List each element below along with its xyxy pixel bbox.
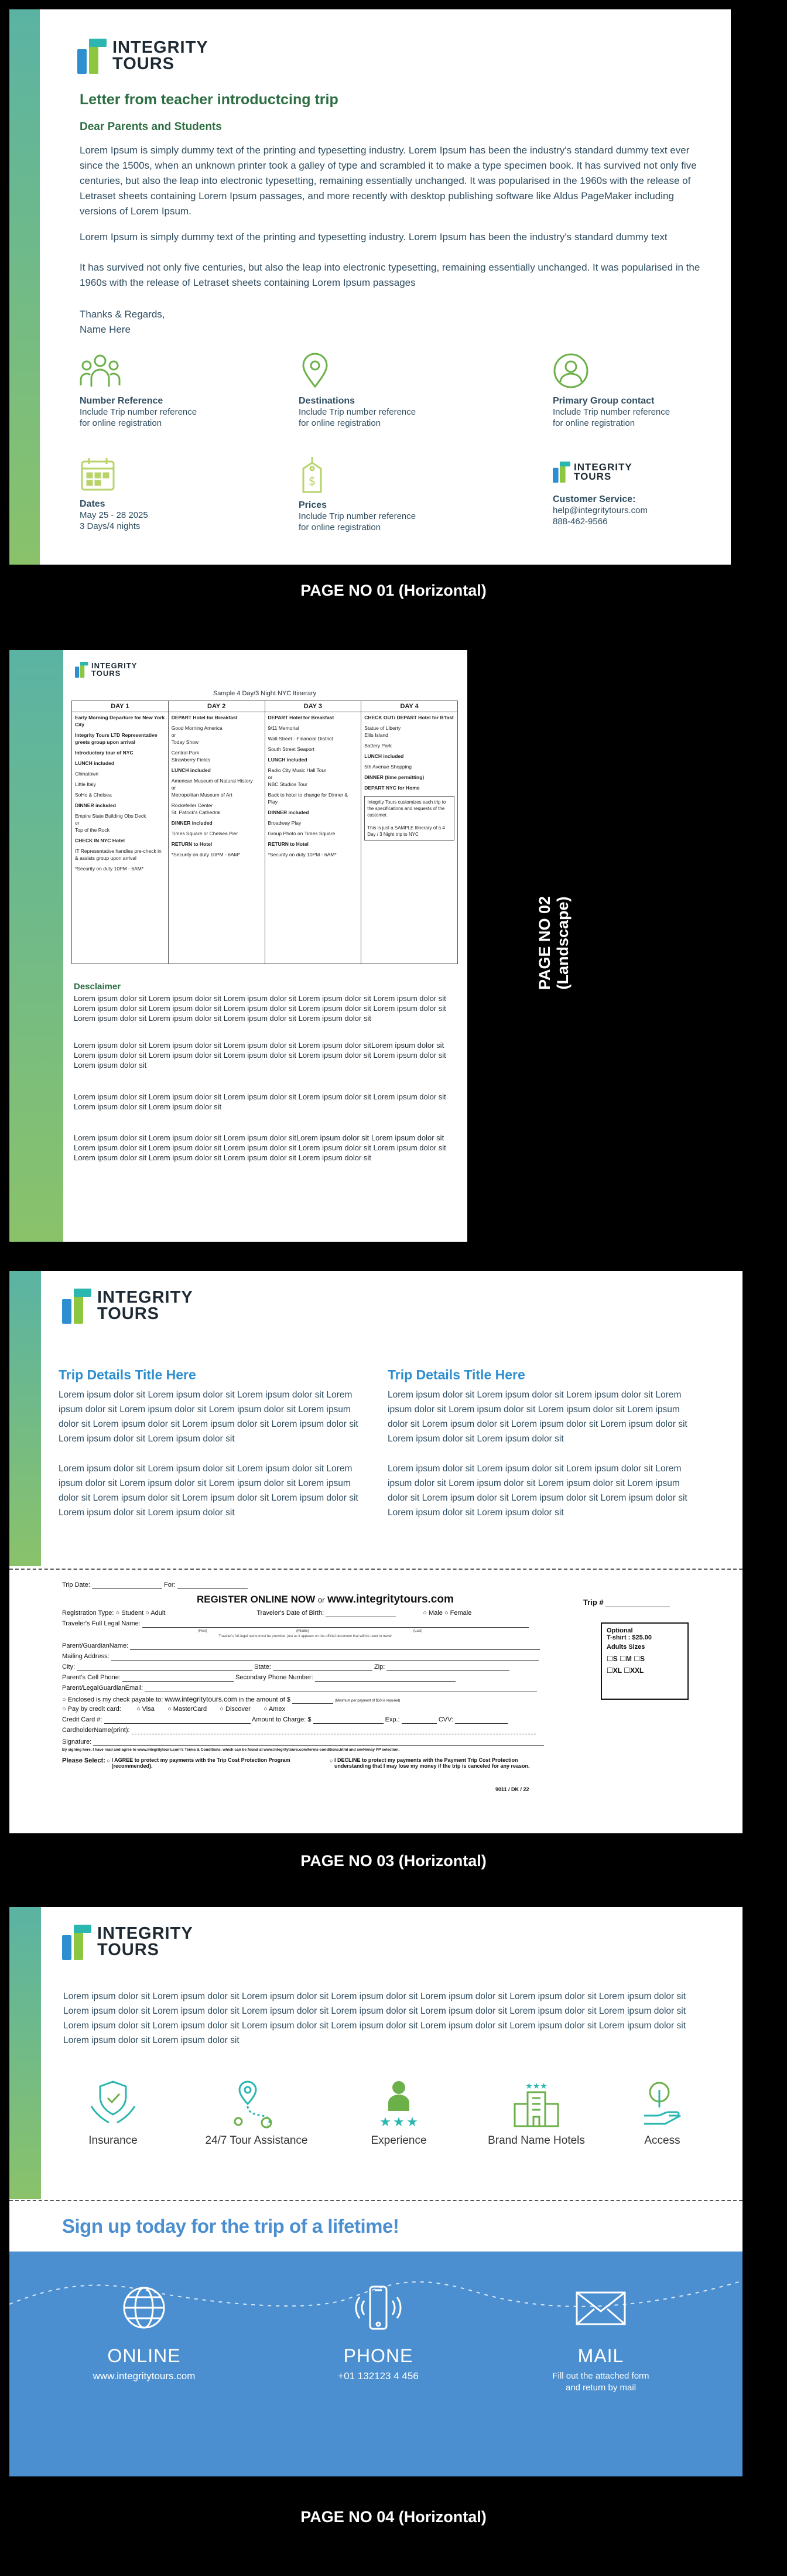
- feature-assistance: [192, 2077, 321, 2147]
- female-label: Female: [450, 1610, 472, 1617]
- contact-phone[interactable]: [302, 2284, 454, 2382]
- name-note: Traveler's full legal name must be provided, just as it appears on the official document that will be used to travel: [218, 1635, 392, 1638]
- exp-label: Exp.:: [385, 1716, 400, 1723]
- itinerary-item: DEPART Hotel for Breakfast: [171, 715, 238, 720]
- size-checkbox[interactable]: ☐: [620, 1655, 626, 1663]
- guardian-label: Parent/GuardianName:: [62, 1642, 129, 1649]
- dob-label: Traveler's Date of Birth:: [256, 1610, 324, 1617]
- itinerary-item: DEPART Hotel for Breakfast: [268, 715, 334, 720]
- logo-line-1: INTEGRITY: [574, 461, 632, 473]
- page-2-caption: PAGE NO 02 (Landscape): [536, 896, 572, 990]
- signoff: Thanks & Regards,: [80, 309, 165, 320]
- discover-radio[interactable]: ○: [220, 1706, 224, 1713]
- amex-label: Amex: [269, 1706, 286, 1713]
- info-text: Include Trip number reference for online registration: [299, 407, 416, 428]
- visa-radio[interactable]: ○: [136, 1706, 141, 1713]
- page-4: [9, 1907, 742, 2476]
- itinerary-title: Sample 4 Day/3 Night NYC Itinerary: [213, 690, 317, 697]
- day-3-cell: [265, 712, 361, 964]
- itinerary-item: Radio City Music Hall Tour or NBC Studios Tour: [268, 767, 327, 787]
- accent-strip: [9, 650, 63, 1242]
- student-label: Student: [121, 1610, 144, 1617]
- mastercard-radio[interactable]: ○: [167, 1706, 172, 1713]
- amount-of-label: in the amount of $: [238, 1696, 290, 1703]
- size-s-2: S: [640, 1655, 645, 1663]
- zip-field[interactable]: [386, 1663, 509, 1671]
- customer-service-phone[interactable]: 888-462-9566: [553, 517, 608, 527]
- name-hint-middle: (Middle): [296, 1629, 309, 1633]
- logo-line-2: TOURS: [91, 668, 121, 678]
- please-select-label: Please Select:: [62, 1757, 105, 1764]
- itinerary-item: DINNER included: [75, 802, 116, 808]
- day-header: DAY 3: [265, 701, 361, 712]
- register-online-label: REGISTER ONLINE NOW: [197, 1594, 316, 1605]
- logo-line-1: INTEGRITY: [112, 38, 208, 57]
- secondary-phone-label: Secondary Phone Number:: [235, 1674, 313, 1681]
- city-field[interactable]: [77, 1663, 252, 1671]
- cardholder-field[interactable]: [132, 1727, 536, 1734]
- optional-title: Optional: [607, 1627, 633, 1634]
- itinerary-item: Chinatown: [75, 771, 99, 777]
- trip-date-label: Trip Date:: [62, 1581, 90, 1588]
- optional-box: [601, 1622, 689, 1700]
- itinerary-item: Little Italy: [75, 781, 96, 787]
- info-label: Number Reference: [80, 396, 163, 406]
- cvv-label: CVV:: [438, 1716, 454, 1723]
- info-label: Dates: [80, 499, 105, 509]
- disclaimer-paragraph-4: Lorem ipsum dolor sit Lorem ipsum dolor sit Lorem ipsum dolor sitLorem ipsum dolor sit Lorem ipsum dolor sit Lorem ipsum dolor sit Lorem ipsum dolor sit Lorem ipsum dolor sit Lorem ipsum dolor sit Lorem ipsum dolor sit Lorem ipsum dolor sit Lorem ipsum dolor sit Lorem ipsum dolor sit Lorem ipsum dolor sit: [74, 1133, 446, 1162]
- size-xxl: XXL: [630, 1666, 644, 1675]
- itinerary-item: *Security on duty 10PM - 6AM*: [75, 866, 144, 872]
- decline-radio[interactable]: ○: [329, 1758, 333, 1764]
- logo-line-2: TOURS: [97, 1940, 159, 1959]
- user-circle-icon: [553, 353, 589, 389]
- contact-title: PHONE: [343, 2345, 413, 2366]
- itinerary-item: Central Park Strawberry Fields: [171, 750, 210, 763]
- page-3-caption: PAGE NO 03 (Horizontal): [300, 1852, 487, 1870]
- itinerary-item: DINNER included: [171, 820, 213, 826]
- disclaimer-paragraph-3: Lorem ipsum dolor sit Lorem ipsum dolor sit Lorem ipsum dolor sit Lorem ipsum dolor sit Lorem ipsum dolor sit Lorem ipsum dolor sit Lorem ipsum dolor sit: [74, 1092, 446, 1111]
- signer-name: Name Here: [80, 324, 131, 335]
- feature-access: [618, 2077, 706, 2147]
- itinerary-item: Empire State Building Obs Deck or Top of the Rock: [75, 813, 146, 833]
- page-1: [9, 9, 731, 565]
- logo-mark-icon: [62, 1289, 91, 1324]
- feature-experience: [349, 2077, 449, 2147]
- amount-charge-field[interactable]: [313, 1716, 384, 1724]
- registration-form: [62, 1581, 730, 1827]
- page-4-caption: PAGE NO 04 (Horizontal): [300, 2508, 487, 2526]
- page-2: [9, 650, 467, 1242]
- info-primary-contact: [553, 353, 728, 429]
- mailing-field[interactable]: [111, 1653, 539, 1661]
- info-label: Prices: [299, 500, 327, 510]
- feature-label: 24/7 Tour Assistance: [205, 2134, 308, 2147]
- contact-banner: [9, 2252, 742, 2476]
- feature-label: Access: [644, 2134, 680, 2147]
- size-s: S: [613, 1655, 618, 1663]
- greeting: Dear Parents and Students: [80, 121, 222, 133]
- globe-icon: [121, 2284, 167, 2331]
- trip-number-field[interactable]: [605, 1598, 670, 1607]
- itinerary-item: American Museum of Natural History or Metropolitan Museum of Art: [171, 778, 253, 798]
- tshirt-price: T-shirt : $25.00: [607, 1634, 652, 1641]
- agree-note: By signing here, I have read and agree to www.integritytours.com's Terms & Conditions, which can be found at www.integritytours.com/terms-conditions.html and sevNnnay PP selection.: [62, 1748, 400, 1752]
- itinerary-item: Battery Park: [364, 743, 392, 749]
- itinerary-item: Good Morning America or Today Show: [171, 725, 223, 745]
- logo-line-2: TOURS: [112, 54, 174, 73]
- signature-field[interactable]: [93, 1738, 544, 1746]
- trip-details-paragraph: Lorem ipsum dolor sit Lorem ipsum dolor sit Lorem ipsum dolor sit Lorem ipsum dolor sit Lorem ipsum dolor sit Lorem ipsum dolor sit Lorem ipsum dolor sit Lorem ipsum dolor sit Lorem ipsum dolor sit Lorem ipsum dolor sit Lorem ipsum dolor sit Lorem ipsum dolor sit: [388, 1390, 687, 1444]
- logo-mark-icon: [77, 39, 107, 74]
- name-hint-first: (First): [198, 1629, 207, 1633]
- logo-mark-icon: [553, 462, 563, 474]
- contact-text: +01 132123 4 456: [338, 2370, 419, 2382]
- cvv-field[interactable]: [455, 1716, 508, 1724]
- info-text: Include Trip number reference for online registration: [80, 407, 197, 428]
- itinerary-item: DINNER (time permitting): [364, 774, 425, 780]
- mastercard-label: MasterCard: [173, 1706, 207, 1713]
- itinerary-table: [71, 701, 458, 964]
- day-header: DAY 2: [168, 701, 265, 712]
- svg-text:★: ★: [379, 2115, 391, 2130]
- feature-label: Experience: [371, 2134, 427, 2147]
- trip-details-column-1: [59, 1367, 369, 1520]
- disclaimer-paragraph-1: Lorem ipsum dolor sit Lorem ipsum dolor sit Lorem ipsum dolor sit Lorem ipsum dolor sit Lorem ipsum dolor sit Lorem ipsum dolor sit Lorem ipsum dolor sit Lorem ipsum dolor sit Lorem ipsum dolor sit Lorem ipsum dolor sit Lorem ipsum dolor sit Lorem ipsum dolor sit Lorem ipsum dolor sit Lorem ipsum dolor sit: [74, 994, 446, 1023]
- for-field[interactable]: [177, 1581, 248, 1589]
- itinerary-item: Rockefeller Center St. Patrick's Cathedral: [171, 802, 221, 815]
- cardholder-label: CardholderName(print):: [62, 1727, 130, 1734]
- exp-field[interactable]: [402, 1716, 437, 1724]
- feature-hotels: [472, 2077, 601, 2147]
- agree-radio[interactable]: ○: [107, 1758, 110, 1764]
- logo-line-1: INTEGRITY: [91, 661, 138, 671]
- cut-line: [9, 1569, 742, 1570]
- guardian-email-field[interactable]: [145, 1685, 537, 1692]
- itinerary-item: LUNCH included: [364, 753, 404, 759]
- logo-line-2: TOURS: [574, 471, 612, 482]
- for-label: For:: [164, 1581, 176, 1588]
- size-checkbox[interactable]: ☐: [607, 1655, 613, 1663]
- city-label: City:: [62, 1663, 75, 1670]
- trip-details-paragraph: Lorem ipsum dolor sit Lorem ipsum dolor sit Lorem ipsum dolor sit Lorem ipsum dolor sit Lorem ipsum dolor sit Lorem ipsum dolor sit Lorem ipsum dolor sit Lorem ipsum dolor sit Lorem ipsum dolor sit Lorem ipsum dolor sit Lorem ipsum dolor sit Lorem ipsum dolor sit: [59, 1464, 358, 1518]
- price-tag-icon: [299, 456, 326, 494]
- decline-option: I DECLINE to protect my payments with the Payment Trip Cost Protection understanding that I may lose my money if the trip is canceled for any reason.: [334, 1757, 530, 1769]
- contact-text: Fill out the attached form and return by mail: [552, 2371, 649, 2393]
- logo: [62, 1289, 193, 1324]
- guardian-email-label: Parent/LegalGuardianEmail:: [62, 1685, 143, 1692]
- trip-number-label: Trip #: [583, 1598, 604, 1607]
- card-number-field[interactable]: [104, 1716, 251, 1724]
- itinerary-item: LUNCH included: [171, 767, 211, 773]
- form-code: 9011 / DK / 22: [495, 1786, 529, 1792]
- itinerary-item: Introductory tour of NYC: [75, 750, 134, 756]
- accent-strip: [9, 1271, 41, 1566]
- day-4-cell: [361, 712, 458, 964]
- mail-icon: [574, 2284, 627, 2331]
- contact-title: ONLINE: [107, 2345, 181, 2366]
- info-text: May 25 - 28 2025 3 Days/4 nights: [80, 510, 148, 531]
- itinerary-item: DEPART NYC for Home: [364, 785, 420, 791]
- intro-paragraph: Lorem ipsum dolor sit Lorem ipsum dolor sit Lorem ipsum dolor sit Lorem ipsum dolor sit Lorem ipsum dolor sit Lorem ipsum dolor sit Lorem ipsum dolor sit Lorem ipsum dolor sit Lorem ipsum dolor sit Lorem ipsum dolor sit Lorem ipsum dolor sit Lorem ipsum dolor sit Lorem ipsum dolor sit Lorem ipsum dolor sit Lorem ipsum dolor sit Lorem ipsum dolor sit Lorem ipsum dolor sit Lorem ipsum dolor sit Lorem ipsum dolor sit Lorem ipsum dolor sit Lorem ipsum dolor sit Lorem ipsum dolor sit Lorem ipsum dolor sit: [63, 1991, 686, 2045]
- trip-details-paragraph: Lorem ipsum dolor sit Lorem ipsum dolor sit Lorem ipsum dolor sit Lorem ipsum dolor sit Lorem ipsum dolor sit Lorem ipsum dolor sit Lorem ipsum dolor sit Lorem ipsum dolor sit Lorem ipsum dolor sit Lorem ipsum dolor sit Lorem ipsum dolor sit Lorem ipsum dolor sit: [388, 1464, 687, 1518]
- signature-label: Signature:: [62, 1738, 92, 1745]
- day-header: DAY 1: [72, 701, 169, 712]
- amount-charge-label: Amount to Charge: $: [252, 1716, 312, 1723]
- visa-label: Visa: [142, 1706, 155, 1713]
- svg-text:★: ★: [393, 2115, 405, 2130]
- feature-insurance: [63, 2077, 163, 2147]
- svg-text:★★★: ★★★: [525, 2082, 548, 2091]
- student-radio[interactable]: ○: [115, 1610, 120, 1617]
- check-url: www.integritytours.com: [165, 1695, 237, 1703]
- itinerary-item: LUNCH included: [268, 757, 307, 763]
- contact-text: www.integritytours.com: [93, 2370, 196, 2382]
- register-or: or: [317, 1596, 325, 1604]
- itinerary-item: *Security on duty 10PM - 6AM*: [268, 852, 337, 857]
- amount-of-field[interactable]: [292, 1696, 333, 1704]
- size-xl: XL: [613, 1666, 622, 1675]
- logo: [62, 1925, 193, 1960]
- trip-details-title: Trip Details Title Here: [388, 1367, 525, 1382]
- size-m: M: [625, 1655, 632, 1663]
- page-3: [9, 1271, 742, 1833]
- logo-line-2: TOURS: [97, 1304, 159, 1323]
- mailing-label: Mailing Address:: [62, 1653, 110, 1660]
- itinerary-item: Early Morning Departure for New York City: [75, 715, 165, 727]
- customer-service-email[interactable]: help@integritytours.com: [553, 505, 648, 515]
- itinerary-item: SoHo & Chelsea: [75, 792, 112, 798]
- info-prices: [299, 456, 474, 533]
- card-number-label: Credit Card #:: [62, 1716, 102, 1723]
- itinerary-item: South Street Seaport: [268, 746, 314, 752]
- itinerary-item: Times Square or Chelsea Pier: [171, 831, 238, 836]
- itinerary-item: Back to hotel to change for Dinner & Play: [268, 792, 348, 805]
- secondary-phone-field[interactable]: [315, 1674, 456, 1682]
- itinerary-item: CHECK IN NYC Hotel: [75, 838, 125, 843]
- logo-mark-icon: [62, 1925, 91, 1960]
- info-text: Include Trip number reference for online registration: [553, 407, 670, 428]
- itinerary-note: Integrity Tours customizes each trip to the specifications and requests of the customer. This is just a SAMPLE Itinerary of a 4 Day / 3 Night trip to NYC: [364, 796, 454, 841]
- itinerary-item: CHECK OUT/ DEPART Hotel for B'fast: [364, 715, 454, 720]
- name-hint-last: (Last): [413, 1629, 423, 1633]
- info-number-reference: [80, 353, 255, 429]
- person-stars-icon: [372, 2077, 425, 2130]
- size-checkbox[interactable]: ☐: [607, 1666, 613, 1675]
- info-destinations: [299, 353, 474, 429]
- day-header: DAY 4: [361, 701, 458, 712]
- register-url[interactable]: www.integritytours.com: [327, 1593, 454, 1605]
- customer-service-label: Customer Service:: [553, 494, 636, 504]
- cell-phone-label: Parent's Cell Phone:: [62, 1674, 121, 1681]
- dob-field[interactable]: [326, 1610, 396, 1617]
- registration-type-label: Registration Type:: [62, 1610, 114, 1617]
- contact-mail[interactable]: [525, 2284, 677, 2394]
- credit-radio[interactable]: ○: [62, 1706, 66, 1713]
- amount-note: (Minimum per payment of $50 is required): [335, 1699, 401, 1703]
- contact-title: MAIL: [577, 2345, 624, 2366]
- male-radio[interactable]: ○: [423, 1610, 427, 1617]
- info-dates: [80, 456, 255, 532]
- male-label: Male: [429, 1610, 443, 1617]
- calendar-icon: [80, 456, 116, 492]
- itinerary-item: RETURN to Hotel: [268, 841, 309, 847]
- discover-label: Discover: [225, 1706, 251, 1713]
- agree-option: I AGREE to protect my payments with the Trip Cost Protection Program (recommended).: [111, 1757, 290, 1769]
- itinerary-item: *Security on duty 10PM - 6AM*: [171, 852, 240, 857]
- feature-label: Brand Name Hotels: [488, 2134, 585, 2147]
- letter-paragraph-2: Lorem Ipsum is simply dummy text of the printing and typesetting industry. Lorem Ipsum has been the industry's standard dummy text: [80, 231, 668, 242]
- cell-phone-field[interactable]: [122, 1674, 234, 1682]
- check-payable-label: Enclosed is my check payable to:: [67, 1696, 163, 1703]
- itinerary-item: Group Photo on Times Square: [268, 831, 336, 836]
- itinerary-item: Broadway Play: [268, 820, 302, 826]
- check-radio[interactable]: ○: [62, 1696, 66, 1703]
- shield-hands-icon: [87, 2077, 139, 2130]
- adult-radio[interactable]: ○: [145, 1610, 149, 1617]
- phone-icon: [355, 2284, 402, 2331]
- logo-mark-icon: [75, 662, 81, 669]
- info-label: Primary Group contact: [553, 396, 655, 406]
- itinerary-item: IT Representative handles pre-check in & assists group upon arrival: [75, 848, 162, 861]
- amex-radio[interactable]: ○: [263, 1706, 268, 1713]
- group-icon: [80, 353, 121, 389]
- itinerary-item: Integrity Tours LTD Representative greets group upon arrival: [75, 732, 158, 745]
- info-text: Include Trip number reference for online registration: [299, 511, 416, 532]
- accent-strip: [9, 1907, 41, 2199]
- size-checkbox[interactable]: ☐: [634, 1655, 640, 1663]
- signup-heading: Sign up today for the trip of a lifetime!: [62, 2215, 399, 2237]
- map-pin-icon: [299, 353, 331, 389]
- cut-line: [9, 2200, 742, 2201]
- letter-paragraph-3: It has survived not only five centuries, but also the leap into electronic typesetting, remaining essentially unchanged. It was popularised in the 1960s with the release of Letraset sheets containing Lorem Ipsum passages: [80, 262, 700, 288]
- svg-text:★: ★: [406, 2115, 418, 2130]
- legal-name-field[interactable]: [142, 1620, 529, 1628]
- female-radio[interactable]: ○: [444, 1610, 449, 1617]
- trip-details-title: Trip Details Title Here: [59, 1367, 196, 1382]
- itinerary-item: 9/11 Memorial: [268, 725, 299, 731]
- itinerary-item: 5th Avenue Shopping: [364, 764, 412, 770]
- legal-name-label: Traveler's Full Legal Name:: [62, 1620, 141, 1627]
- zip-label: Zip:: [374, 1663, 385, 1670]
- customer-service: [553, 462, 728, 527]
- map-route-icon: [230, 2077, 283, 2130]
- logo-small: [553, 462, 728, 483]
- letter-title: Letter from teacher introductcing trip: [80, 91, 338, 108]
- logo-line-1: INTEGRITY: [97, 1288, 193, 1307]
- guardian-field[interactable]: [130, 1642, 540, 1650]
- trip-date-field[interactable]: [92, 1581, 162, 1589]
- state-label: State:: [254, 1663, 271, 1670]
- itinerary-item: RETURN to Hotel: [171, 841, 213, 847]
- pay-credit-label: Pay by credit card:: [67, 1706, 121, 1713]
- logo: [77, 39, 208, 74]
- accent-strip: [9, 9, 40, 565]
- info-label: Destinations: [299, 396, 355, 406]
- itinerary-item: DINNER included: [268, 809, 309, 815]
- itinerary-item: Statue of Liberty Ellis Island: [364, 725, 401, 738]
- hotel-icon: [510, 2077, 563, 2130]
- feature-label: Insurance: [88, 2134, 138, 2147]
- letter-paragraph-1: Lorem Ipsum is simply dummy text of the printing and typesetting industry. Lorem Ipsum has been the industry's standard dummy text ever since the 1500s, when an unknown printer took a galley of type and scrambled it to make a type specimen book. It has survived not only five centuries, but also the leap into electronic typesetting, remaining essentially unchanged. It was popularised in the 1960s with the release of Letraset sheets containing Lorem Ipsum passages, and more recently with desktop publishing software like Aldus PageMaker including versions of Lorem Ipsum.: [80, 145, 697, 217]
- logo: [75, 662, 137, 678]
- itinerary-item: Wall Street - Financial District: [268, 736, 333, 742]
- logo-line-1: INTEGRITY: [97, 1924, 193, 1943]
- day-2-cell: [168, 712, 265, 964]
- svg-text:$: $: [308, 474, 316, 488]
- disclaimer-paragraph-2: Lorem ipsum dolor sit Lorem ipsum dolor sit Lorem ipsum dolor sit Lorem ipsum dolor sitLorem ipsum dolor sit Lorem ipsum dolor sit Lorem ipsum dolor sit Lorem ipsum dolor sit Lorem ipsum dolor sit Lorem ipsum dolor sit Lorem ipsum dolor sit: [74, 1041, 446, 1070]
- contact-online[interactable]: [68, 2284, 220, 2382]
- disclaimer-title: Desclaimer: [74, 982, 121, 992]
- trip-details-column-2: [388, 1367, 698, 1520]
- trip-details-paragraph: Lorem ipsum dolor sit Lorem ipsum dolor sit Lorem ipsum dolor sit Lorem ipsum dolor sit Lorem ipsum dolor sit Lorem ipsum dolor sit Lorem ipsum dolor sit Lorem ipsum dolor sit Lorem ipsum dolor sit Lorem ipsum dolor sit Lorem ipsum dolor sit Lorem ipsum dolor sit: [59, 1390, 358, 1444]
- itinerary-item: LUNCH included: [75, 760, 115, 766]
- day-1-cell: [72, 712, 169, 964]
- sizes-title: Adults Sizes: [607, 1644, 645, 1651]
- state-field[interactable]: [273, 1663, 372, 1671]
- page-1-caption: PAGE NO 01 (Horizontal): [300, 582, 487, 599]
- hand-cursor-icon: [636, 2077, 689, 2130]
- adult-label: Adult: [150, 1610, 166, 1617]
- size-checkbox[interactable]: ☐: [624, 1666, 630, 1675]
